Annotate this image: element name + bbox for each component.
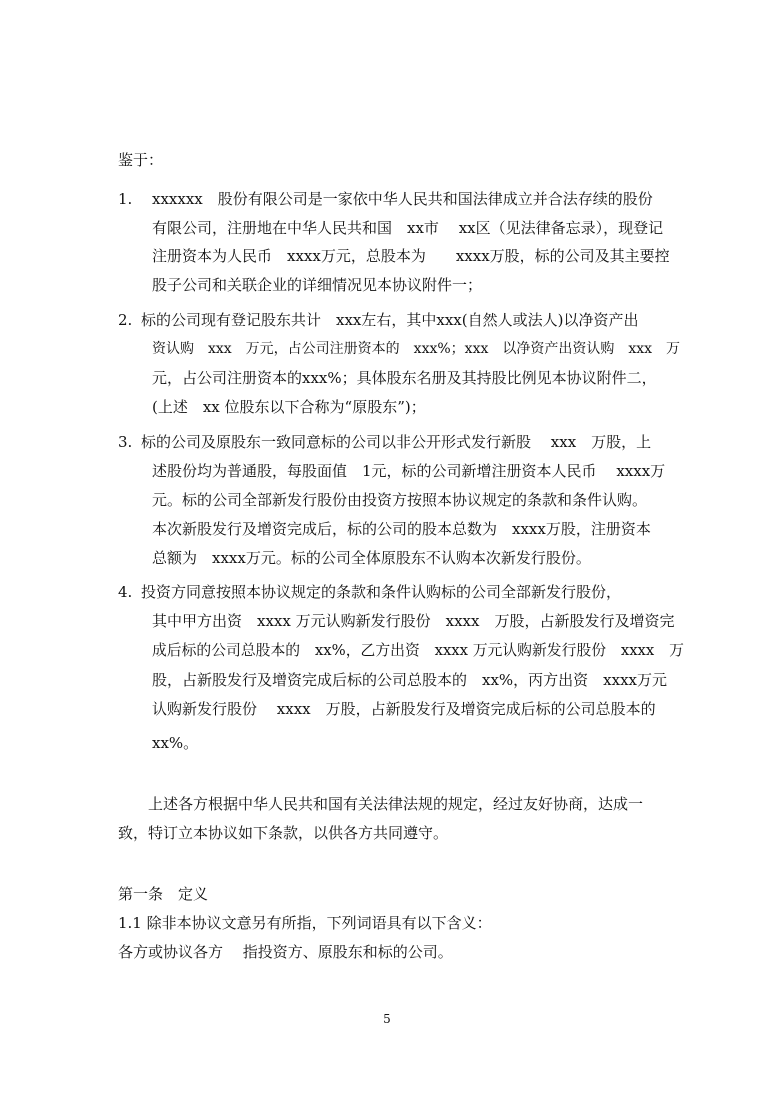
closing-line-2: 致，特订立本协议如下条款，以供各方共同遵守。 [118, 824, 449, 842]
clause-1-1: 1.1 除非本协议文意另有所指，下列词语具有以下含义： [118, 914, 492, 932]
item-2-line-3: 元，占公司注册资本的xxx%；具体股东名册及其持股比例见本协议附件二， [152, 369, 657, 387]
item-4-line-4: 股，占新股发行及增资完成后标的公司总股本的 xx%，丙方出资 xxxx万元 [152, 671, 668, 689]
item-1-line-1: xxxxxx 股份有限公司是一家依中华人民共和国法律成立并合法存续的股份 [152, 190, 653, 208]
item-3-number: 3. [118, 433, 133, 451]
item-4-line-6: xx%。 [152, 734, 199, 752]
item-1-line-2: 有限公司，注册地在中华人民共和国 xx市 xx区（见法律备忘录），现登记 [152, 219, 664, 237]
item-3-line-4: 本次新股发行及增资完成后，标的公司的股本总数为 xxxx万股，注册资本 [152, 520, 651, 538]
closing-line-1: 上述各方根据中华人民共和国有关法律法规的规定，经过友好协商，达成一 [148, 795, 644, 813]
item-3-line-2: 述股份均为普通股，每股面值 1元，标的公司新增注册资本人民币 xxxx万 [152, 462, 666, 480]
definition-line: 各方或协议各方 指投资方、原股东和标的公司。 [118, 943, 453, 961]
item-4-number: 4. [118, 583, 133, 601]
item-1-line-4: 股子公司和关联企业的详细情况见本协议附件一； [152, 276, 483, 294]
item-2-line-1: 标的公司现有登记股东共计 xxx左右，其中xxx(自然人或法人)以净资产出 [141, 311, 639, 329]
item-3-line-1: 标的公司及原股东一致同意标的公司以非公开形式发行新股 xxx 万股，上 [141, 433, 652, 451]
item-3-line-3: 元。标的公司全部新发行股份由投资方按照本协议规定的条款和条件认购。 [152, 491, 648, 509]
item-4-line-5: 认购新发行股份 xxxx 万股，占新股发行及增资完成后标的公司总股本的 [152, 700, 656, 718]
item-4-line-3: 成后标的公司总股本的 xx%，乙方出资 xxxx 万元认购新发行股份 xxxx 万 [152, 642, 684, 659]
item-1-number: 1. [118, 190, 133, 208]
whereas-heading: 鉴于： [118, 151, 164, 169]
item-4-line-1: 投资方同意按照本协议规定的条款和条件认购标的公司全部新发行股份， [141, 583, 622, 601]
item-3-line-5: 总额为 xxxx万元。标的公司全体原股东不认购本次新发行股份。 [152, 549, 591, 567]
item-1-line-3: 注册资本为人民币 xxxx万元，总股本为 xxxx万股，标的公司及其主要控 [152, 247, 670, 265]
item-4-line-2: 其中甲方出资 xxxx 万元认购新发行股份 xxxx 万股，占新股发行及增资完 [152, 612, 675, 630]
item-2-line-4: (上述 xx 位股东以下合称为“原股东”)； [152, 398, 426, 416]
item-2-number: 2. [118, 311, 133, 329]
item-2-line-2: 资认购 xxx 万元，占公司注册资本的 xxx%；xxx 以净资产出资认购 xxx 万 [152, 341, 681, 357]
article-1-title: 第一条 定义 [118, 885, 209, 903]
page-number: 5 [383, 1012, 391, 1026]
